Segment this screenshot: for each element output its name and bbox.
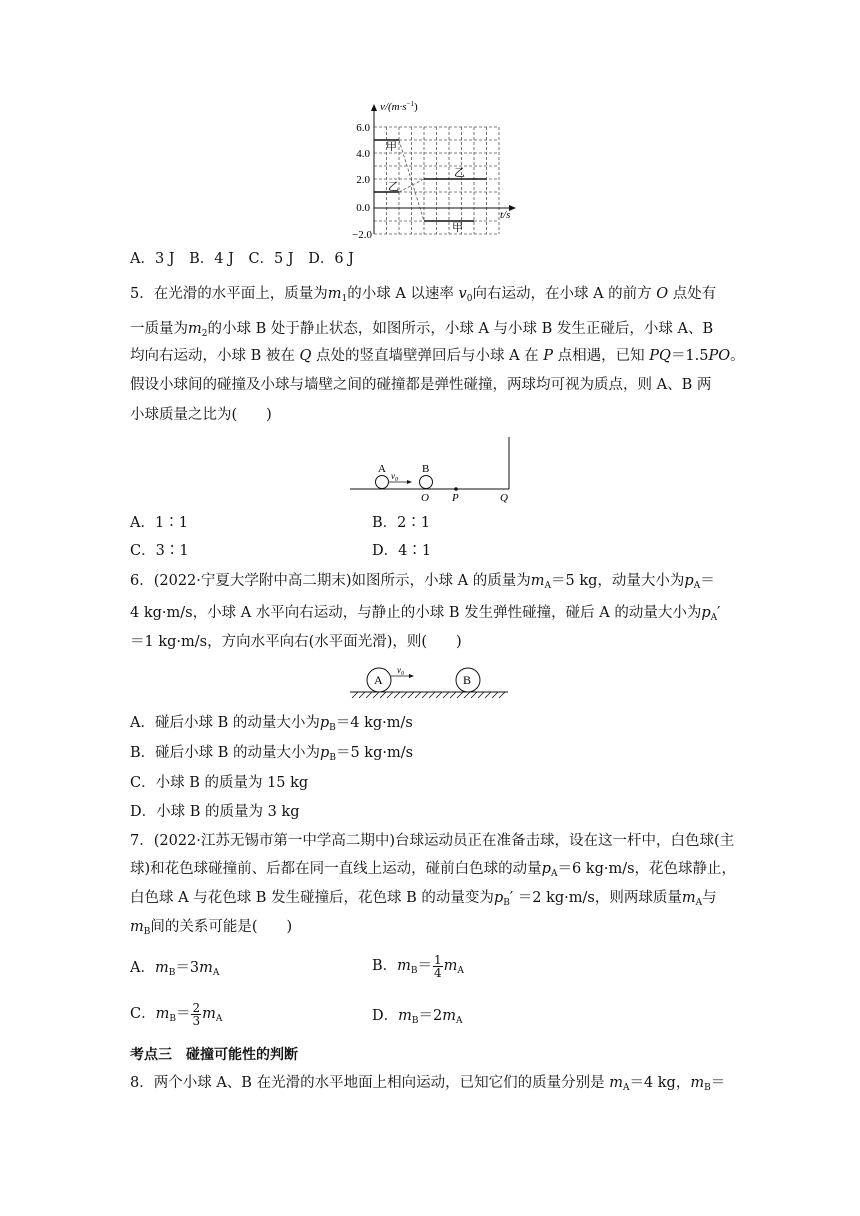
q7-option-c: C．$m_B=$ $\frac{2}{3}$ $m_A$ [130, 1000, 223, 1028]
ground-hatching [352, 692, 505, 698]
graph-label-jia-after: 甲 [452, 222, 463, 234]
label-a: A [374, 673, 383, 687]
label-q: Q [500, 492, 508, 503]
q4-options [130, 249, 354, 269]
ytick-label: 2.0 [356, 174, 370, 186]
q6-line-2: 4 kg·m/s，小球 A 水平向右运动，与静止的小球 B 发生弹性碰撞，碰后 A 的动量大小为$p_A'$ [130, 605, 721, 623]
q4-option-a: A．3 J [130, 251, 175, 267]
q7-line-4: $m_B$间的关系可能是( ) [130, 919, 293, 937]
q8-line-1: 8．两个小球 A、B 在光滑的水平地面上相向运动，已知它们的质量分别是 $m_A=4$ kg，$m_B=$ [130, 1075, 726, 1093]
q5-option-c: C．3∶1 [130, 543, 189, 559]
q6-option-d: D．小球 B 的质量为 3 kg [130, 804, 300, 820]
label-o: O [421, 492, 429, 503]
q6-option-b: B．碰后小球 B 的动量大小为$p_B=5$ kg·m/s [130, 745, 414, 763]
q6-line-3: ＝1 kg·m/s，方向水平向右(水平面光滑)，则( ) [130, 634, 462, 650]
ytick-label: 4.0 [356, 148, 370, 160]
graph-label-yi: 乙 [388, 181, 399, 193]
q5-line-4: 假设小球间的碰撞及小球与墙壁之间的碰撞都是弹性碰撞，两球均可视为质点，则 A、B 两 [130, 377, 712, 393]
graph-label-jia: 甲 [386, 141, 397, 153]
q6-figure [348, 662, 512, 704]
label-v0: $v_0$ [391, 471, 398, 483]
q5-line-2: 一质量为$m_2$的小球 B 处于静止状态，如图所示，小球 A 与小球 B 发生正碰后，小球 A、B [130, 321, 714, 339]
section-heading: 考点三 碰撞可能性的判断 [130, 1047, 298, 1063]
q5-line-1: 5．在光滑的水平面上，质量为$m_1$的小球 A 以速率 $v_0$向右运动，在小球 A 的前方 O 点处有 [130, 286, 717, 304]
label-a: A [378, 463, 386, 475]
velocity-time-graph [340, 98, 530, 243]
q5-figure [345, 435, 525, 503]
q6-option-c: C．小球 B 的质量为 15 kg [130, 775, 309, 791]
label-v0: $v_0$ [397, 665, 404, 677]
q6-line-1: 6．(2022·宁夏大学附中高二期末)如图所示，小球 A 的质量为$m_A=5$ kg，动量大小为$p_A=$ [130, 573, 715, 591]
label-b: B [422, 463, 430, 475]
q5-line-3: 均向右运动，小球 B 被在 Q 点处的竖直墙壁弹回后与小球 A 在 P 点相遇，已知 PQ＝1.5PO。 [130, 348, 745, 364]
point-p-dot [454, 487, 458, 491]
ball-a [376, 476, 389, 489]
q4-option-b: B．4 J [189, 251, 234, 267]
q7-line-2: 球)和花色球碰撞前、后都在同一直线上运动，碰前白色球的动量$p_A=6$ kg·m/s，花色球静止， [130, 861, 737, 879]
q5-line-5: 小球质量之比为( ) [130, 407, 272, 423]
ytick-label: −2.0 [352, 229, 372, 241]
q5-option-b: B．2∶1 [372, 515, 431, 531]
q6-option-a: A．碰后小球 B 的动量大小为$p_B=4$ kg·m/s [130, 715, 413, 733]
q4-option-d: D．6 J [308, 251, 354, 267]
q5-option-d: D．4∶1 [372, 543, 432, 559]
q5-option-a: A．1∶1 [130, 515, 188, 531]
label-b: B [463, 673, 472, 687]
ytick-label: 0.0 [356, 202, 370, 214]
q7-option-b: B．$m_B=$ $\frac{1}{4}$ $m_A$ [372, 952, 464, 980]
q7-line-3: 白色球 A 与花色球 B 发生碰撞后，花色球 B 的动量变为$p_B' =2$ kg·m/s，则两球质量$m_A$与 [130, 890, 717, 908]
ytick-label: 6.0 [356, 122, 370, 134]
graph-xlabel: t/s [500, 209, 511, 221]
label-p: P [452, 492, 459, 503]
q4-option-c: C．5 J [248, 251, 294, 267]
q7-option-a: A．$m_B=3m_A$ [130, 960, 220, 978]
graph-label-yi-after: 乙 [454, 167, 465, 179]
graph-ylabel: $v/(m\cdot s^{-1})$ [380, 100, 418, 113]
q7-line-1: 7．(2022·江苏无锡市第一中学高二期中)台球运动员正在准备击球，设在这一杆中，白色球(主 [130, 833, 735, 849]
ball-b [420, 476, 433, 489]
q7-option-d: D．$m_B=2m_A$ [372, 1008, 463, 1026]
